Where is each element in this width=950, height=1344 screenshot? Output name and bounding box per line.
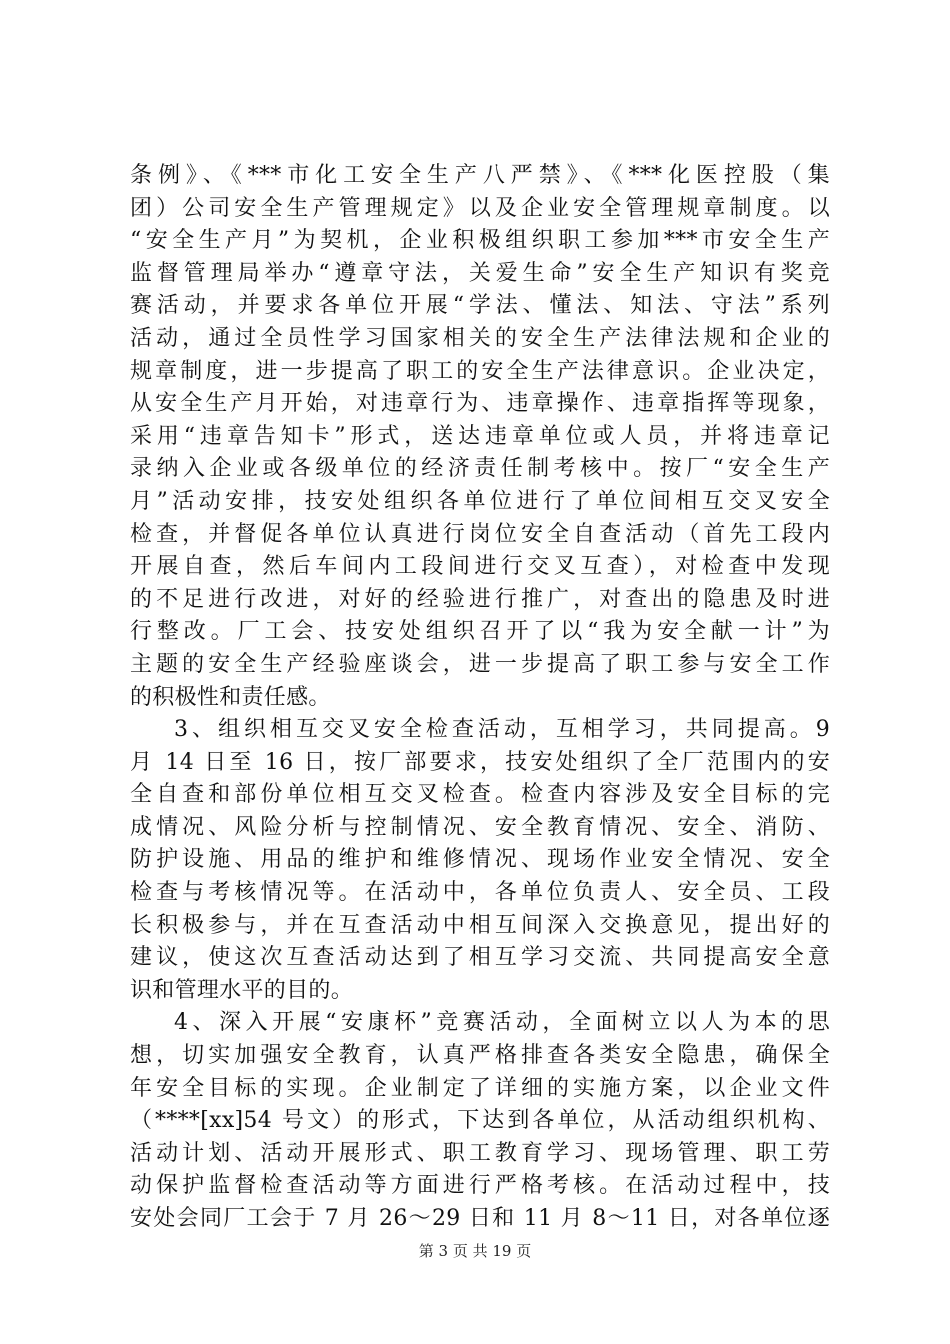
text-line: 主题的安全生产经验座谈会，进一步提高了职工参与安全工作: [130, 651, 830, 677]
text-line: 团）公司安全生产管理规定》以及企业安全管理规章制度。以: [130, 195, 830, 221]
text-line: 全自查和部份单位相互交叉检查。检查内容涉及安全目标的完: [130, 782, 830, 808]
text-line: （****[xx]54 号文）的形式，下达到各单位，从活动组织机构、: [130, 1108, 830, 1134]
text-line: 活动，通过全员性学习国家相关的安全生产法律法规和企业的: [130, 325, 830, 351]
text-line: 月”活动安排，技安处组织各单位进行了单位间相互交叉安全: [130, 488, 830, 514]
text-line: 开展自查，然后车间内工段间进行交叉互查），对检查中发现: [130, 554, 830, 580]
text-line: 采用“违章告知卡”形式，送达违章单位或人员，并将违章记: [130, 423, 830, 449]
document-body: [130, 160, 830, 1236]
text-line: 规章制度，进一步提高了职工的安全生产法律意识。企业决定，: [130, 358, 830, 384]
text-line: 想，切实加强安全教育，认真严格排查各类安全隐患，确保全: [130, 1043, 830, 1069]
text-line: 年安全目标的实现。企业制定了详细的实施方案，以企业文件: [130, 1075, 830, 1101]
text-line: 动保护监督检查活动等方面进行严格考核。在活动过程中，技: [130, 1173, 830, 1199]
text-line: 从安全生产月开始，对违章行为、违章操作、违章指挥等现象，: [130, 391, 830, 417]
page-footer: 第 3 页 共 19 页: [418, 1242, 532, 1260]
text-line: 4、深入开展“安康杯”竞赛活动，全面树立以人为本的思: [174, 1010, 830, 1036]
text-line: 防护设施、用品的维护和维修情况、现场作业安全情况、安全: [130, 847, 830, 873]
text-line: 条例》、《***市化工安全生产八严禁》、《***化医控股（集: [130, 163, 830, 188]
text-line: 成情况、风险分析与控制情况、安全教育情况、安全、消防、: [130, 814, 830, 840]
text-line: 3、组织相互交叉安全检查活动，互相学习，共同提高。9: [174, 717, 830, 743]
text-line: 活动计划、活动开展形式、职工教育学习、现场管理、职工劳: [130, 1140, 830, 1166]
text-line: 检查与考核情况等。在活动中，各单位负责人、安全员、工段: [130, 880, 830, 906]
text-line: “安全生产月”为契机，企业积极组织职工参加***市安全生产: [130, 228, 830, 254]
text-line: 赛活动，并要求各单位开展“学法、懂法、知法、守法”系列: [130, 293, 830, 319]
text-line: 的积极性和责任感。: [130, 684, 331, 710]
text-line: 月 14 日至 16 日，按厂部要求，技安处组织了全厂范围内的安: [130, 749, 830, 775]
text-line: 长积极参与，并在互查活动中相互间深入交换意见，提出好的: [130, 912, 830, 938]
text-line: 安处会同厂工会于 7 月 26～29 日和 11 月 8～11 日，对各单位逐: [130, 1206, 830, 1231]
text-line: 检查，并督促各单位认真进行岗位安全自查活动（首先工段内: [130, 521, 830, 547]
text-line: 建议，使这次互查活动达到了相互学习交流、共同提高安全意: [130, 945, 830, 971]
text-line: 监督管理局举办“遵章守法，关爱生命”安全生产知识有奖竞: [130, 260, 830, 286]
text-line: 识和管理水平的目的。: [130, 977, 354, 1003]
text-line: 行整改。厂工会、技安处组织召开了以“我为安全献一计”为: [130, 619, 830, 645]
text-line: 录纳入企业或各级单位的经济责任制考核中。按厂“安全生产: [130, 456, 830, 482]
text-line: 的不足进行改进，对好的经验进行推广，对查出的隐患及时进: [130, 586, 830, 612]
